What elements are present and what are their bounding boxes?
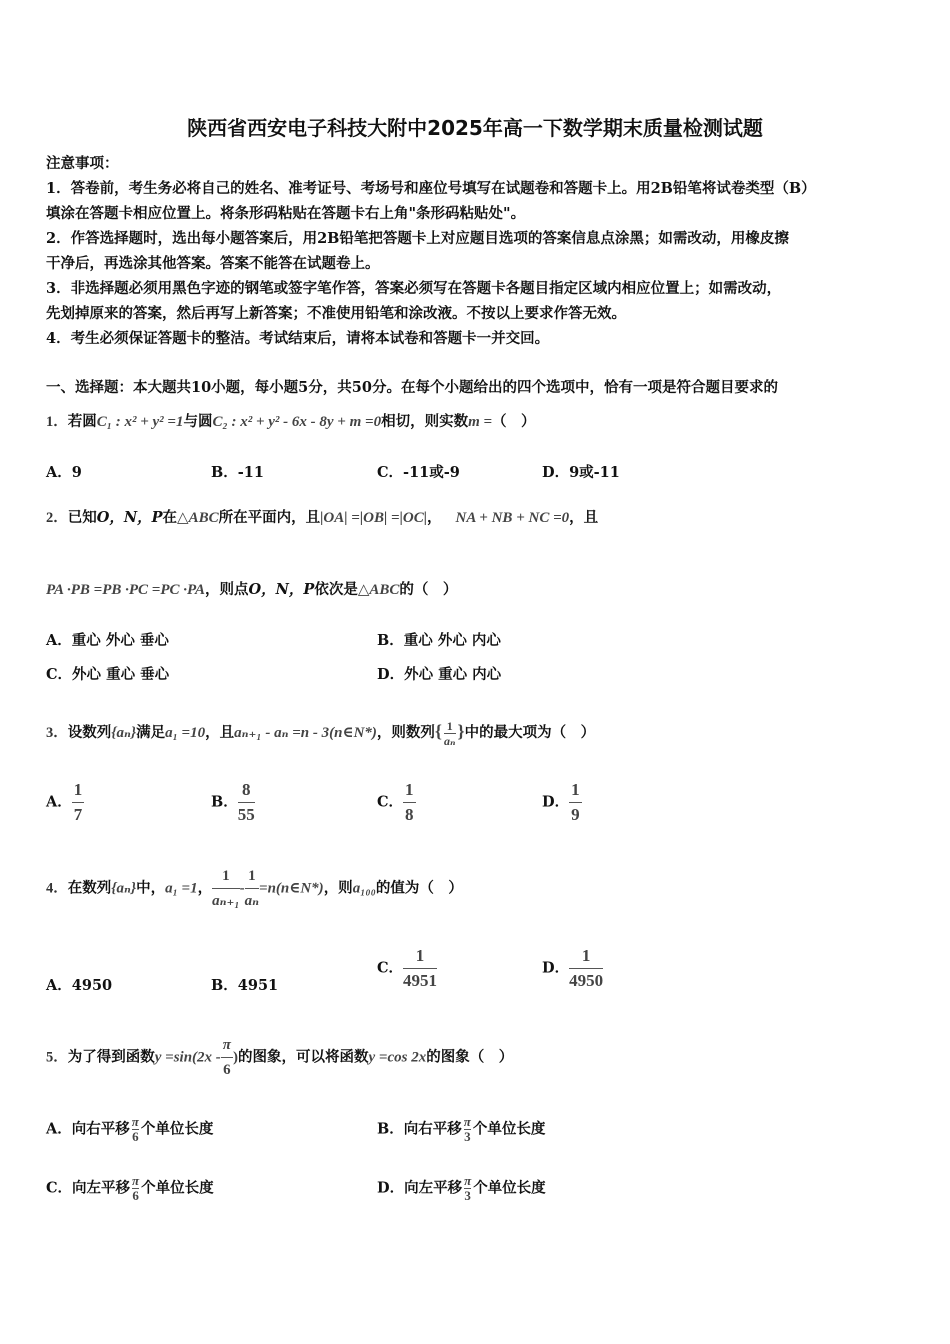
math-expr: △ABC [177,510,219,526]
option-a[interactable]: A． $\frac{1}{7}$ [46,780,83,824]
math-expr: y =cos 2x [368,1049,427,1066]
option-d[interactable]: D． $\frac{1}{9}$ [542,780,580,824]
math-expr: a₁ =10 [165,725,206,741]
option-d[interactable]: D．9或-11 [542,464,620,481]
option-c[interactable]: C． $\frac{1}{8}$ [377,780,414,824]
math-expr: m = [468,414,493,430]
option-a[interactable]: A．重心 外心 垂心 [46,632,169,649]
notes-heading: 注意事项： [46,155,119,172]
question-1 [46,410,536,431]
option-b[interactable]: B． $\frac{8}{55}$ [211,780,255,824]
math-expr: C₁ : x² + y² =1 [96,414,184,430]
note-line: 4．考生必须保证答题卡的整洁。考试结束后，请将本试卷和答题卡一并交回。 [46,330,550,347]
option-d[interactable]: D．向左平移 $\frac{\pi}{3}$ 个单位长度 [377,1173,546,1203]
math-fraction: $\frac{1}{\text{aₙ}}$ [444,718,456,748]
option-c[interactable]: C．向左平移 $\frac{\pi}{6}$ 个单位长度 [46,1173,214,1203]
math-expr: y =sin(2x - [154,1049,221,1066]
option-c[interactable]: C．-11或-9 [377,464,460,481]
question-number: 3． [46,725,68,741]
option-b[interactable]: B．4951 [211,977,279,994]
option-a[interactable]: A．9 [46,464,82,481]
option-a[interactable]: A．向右平移 $\frac{\pi}{6}$ 个单位长度 [46,1114,214,1144]
math-expr: =n(n∈N*) [259,880,324,897]
question-4: 4．在数列{aₙ}中，a₁ =1， $\frac{1}{\text{aₙ₊₁}}$ - $\frac{1}{\text{aₙ}}$ =n(n∈N*)，则a₁₀₀的值为（ ） [46,868,463,909]
math-expr: △ABC [357,582,400,598]
note-line: 干净后，再选涂其他答案。答案不能答在试题卷上。 [46,255,380,272]
question-2-cont: PA ·PB =PB ·PC =PC ·PA，则点O，N，P依次是△ABC的（ ） [46,581,458,598]
note-line: 3．非选择题必须用黑色字迹的钢笔或签字笔作答，答案必须写在答题卡各题目指定区域内相应位置上；如需改动， [46,280,782,297]
math-expr: aₙ₊₁ - aₙ =n - 3(n∈N*) [234,725,377,741]
math-expr: C₂ : x² + y² - 6x - 8y + m =0 [212,414,382,430]
math-expr: a₁ =1 [165,880,198,897]
question-3: 3．设数列{aₙ}满足a₁ =10，且aₙ₊₁ - aₙ =n - 3(n∈N*)，则数列{ $\frac{1}{\text{aₙ}}$ }中的最大项为（ ） [46,718,596,748]
q-text: （ ） [492,413,536,430]
option-b[interactable]: B．-11 [211,464,264,481]
section-heading: 一、选择题：本大题共10小题，每小题5分，共50分。在每个小题给出的四个选项中，恰有一项是符合题目要求的 [46,379,778,396]
option-d[interactable]: D．外心 重心 内心 [377,666,502,683]
question-number: 2． [46,510,68,526]
note-line: 填涂在答题卡相应位置上。将条形码粘贴在答题卡右上角"条形码粘贴处"。 [46,205,526,222]
math-expr: a₁₀₀ [352,880,376,897]
math-expr: {aₙ} [111,880,137,897]
question-number: 1． [46,414,68,430]
note-line: 先划掉原来的答案，然后再写上新答案；不准使用铅笔和涂改液。不按以上要求作答无效。 [46,305,626,322]
question-number: 4． [46,880,68,897]
option-d[interactable]: D． $\frac{1}{4950}$ [542,946,604,990]
math-expr: PA ·PB =PB ·PC =PC ·PA [46,582,206,598]
q-text: 相切，则实数 [381,413,469,430]
math-expr: NA + NB + NC =0 [455,510,570,526]
option-b[interactable]: B．重心 外心 内心 [377,632,501,649]
option-c[interactable]: C． $\frac{1}{4951}$ [377,946,438,990]
question-number: 5． [46,1049,68,1066]
option-a[interactable]: A．4950 [46,977,113,994]
option-b[interactable]: B．向右平移 $\frac{\pi}{3}$ 个单位长度 [377,1114,546,1144]
math-expr: |OA| =|OB| =|OC| [320,510,428,526]
note-line: 1．答卷前，考生务必将自己的姓名、准考证号、考场号和座位号填写在试题卷和答题卡上。用2B铅笔将试卷类型（B） [46,180,816,197]
note-line: 2．作答选择题时，选出每小题答案后，用2B铅笔把答题卡上对应题目选项的答案信息点涂黑；如需改动，用橡皮擦 [46,230,789,247]
q-text: 若圆 [67,413,97,430]
page-title: 陕西省西安电子科技大附中2025年高一下数学期末质量检测试题 [187,116,763,140]
question-2: 2．已知O，N，P在△ABC所在平面内，且|OA| =|OB| =|OC|， NA + NB + NC =0，且 [46,509,599,526]
option-c[interactable]: C．外心 重心 垂心 [46,666,170,683]
math-expr: {aₙ} [111,725,137,741]
question-5: 5．为了得到函数y =sin(2x - $\frac{\pi}{6}$ )的图象，可以将函数y =cos 2x的图象（ ） [46,1037,514,1078]
q-text: 与圆 [183,413,213,430]
